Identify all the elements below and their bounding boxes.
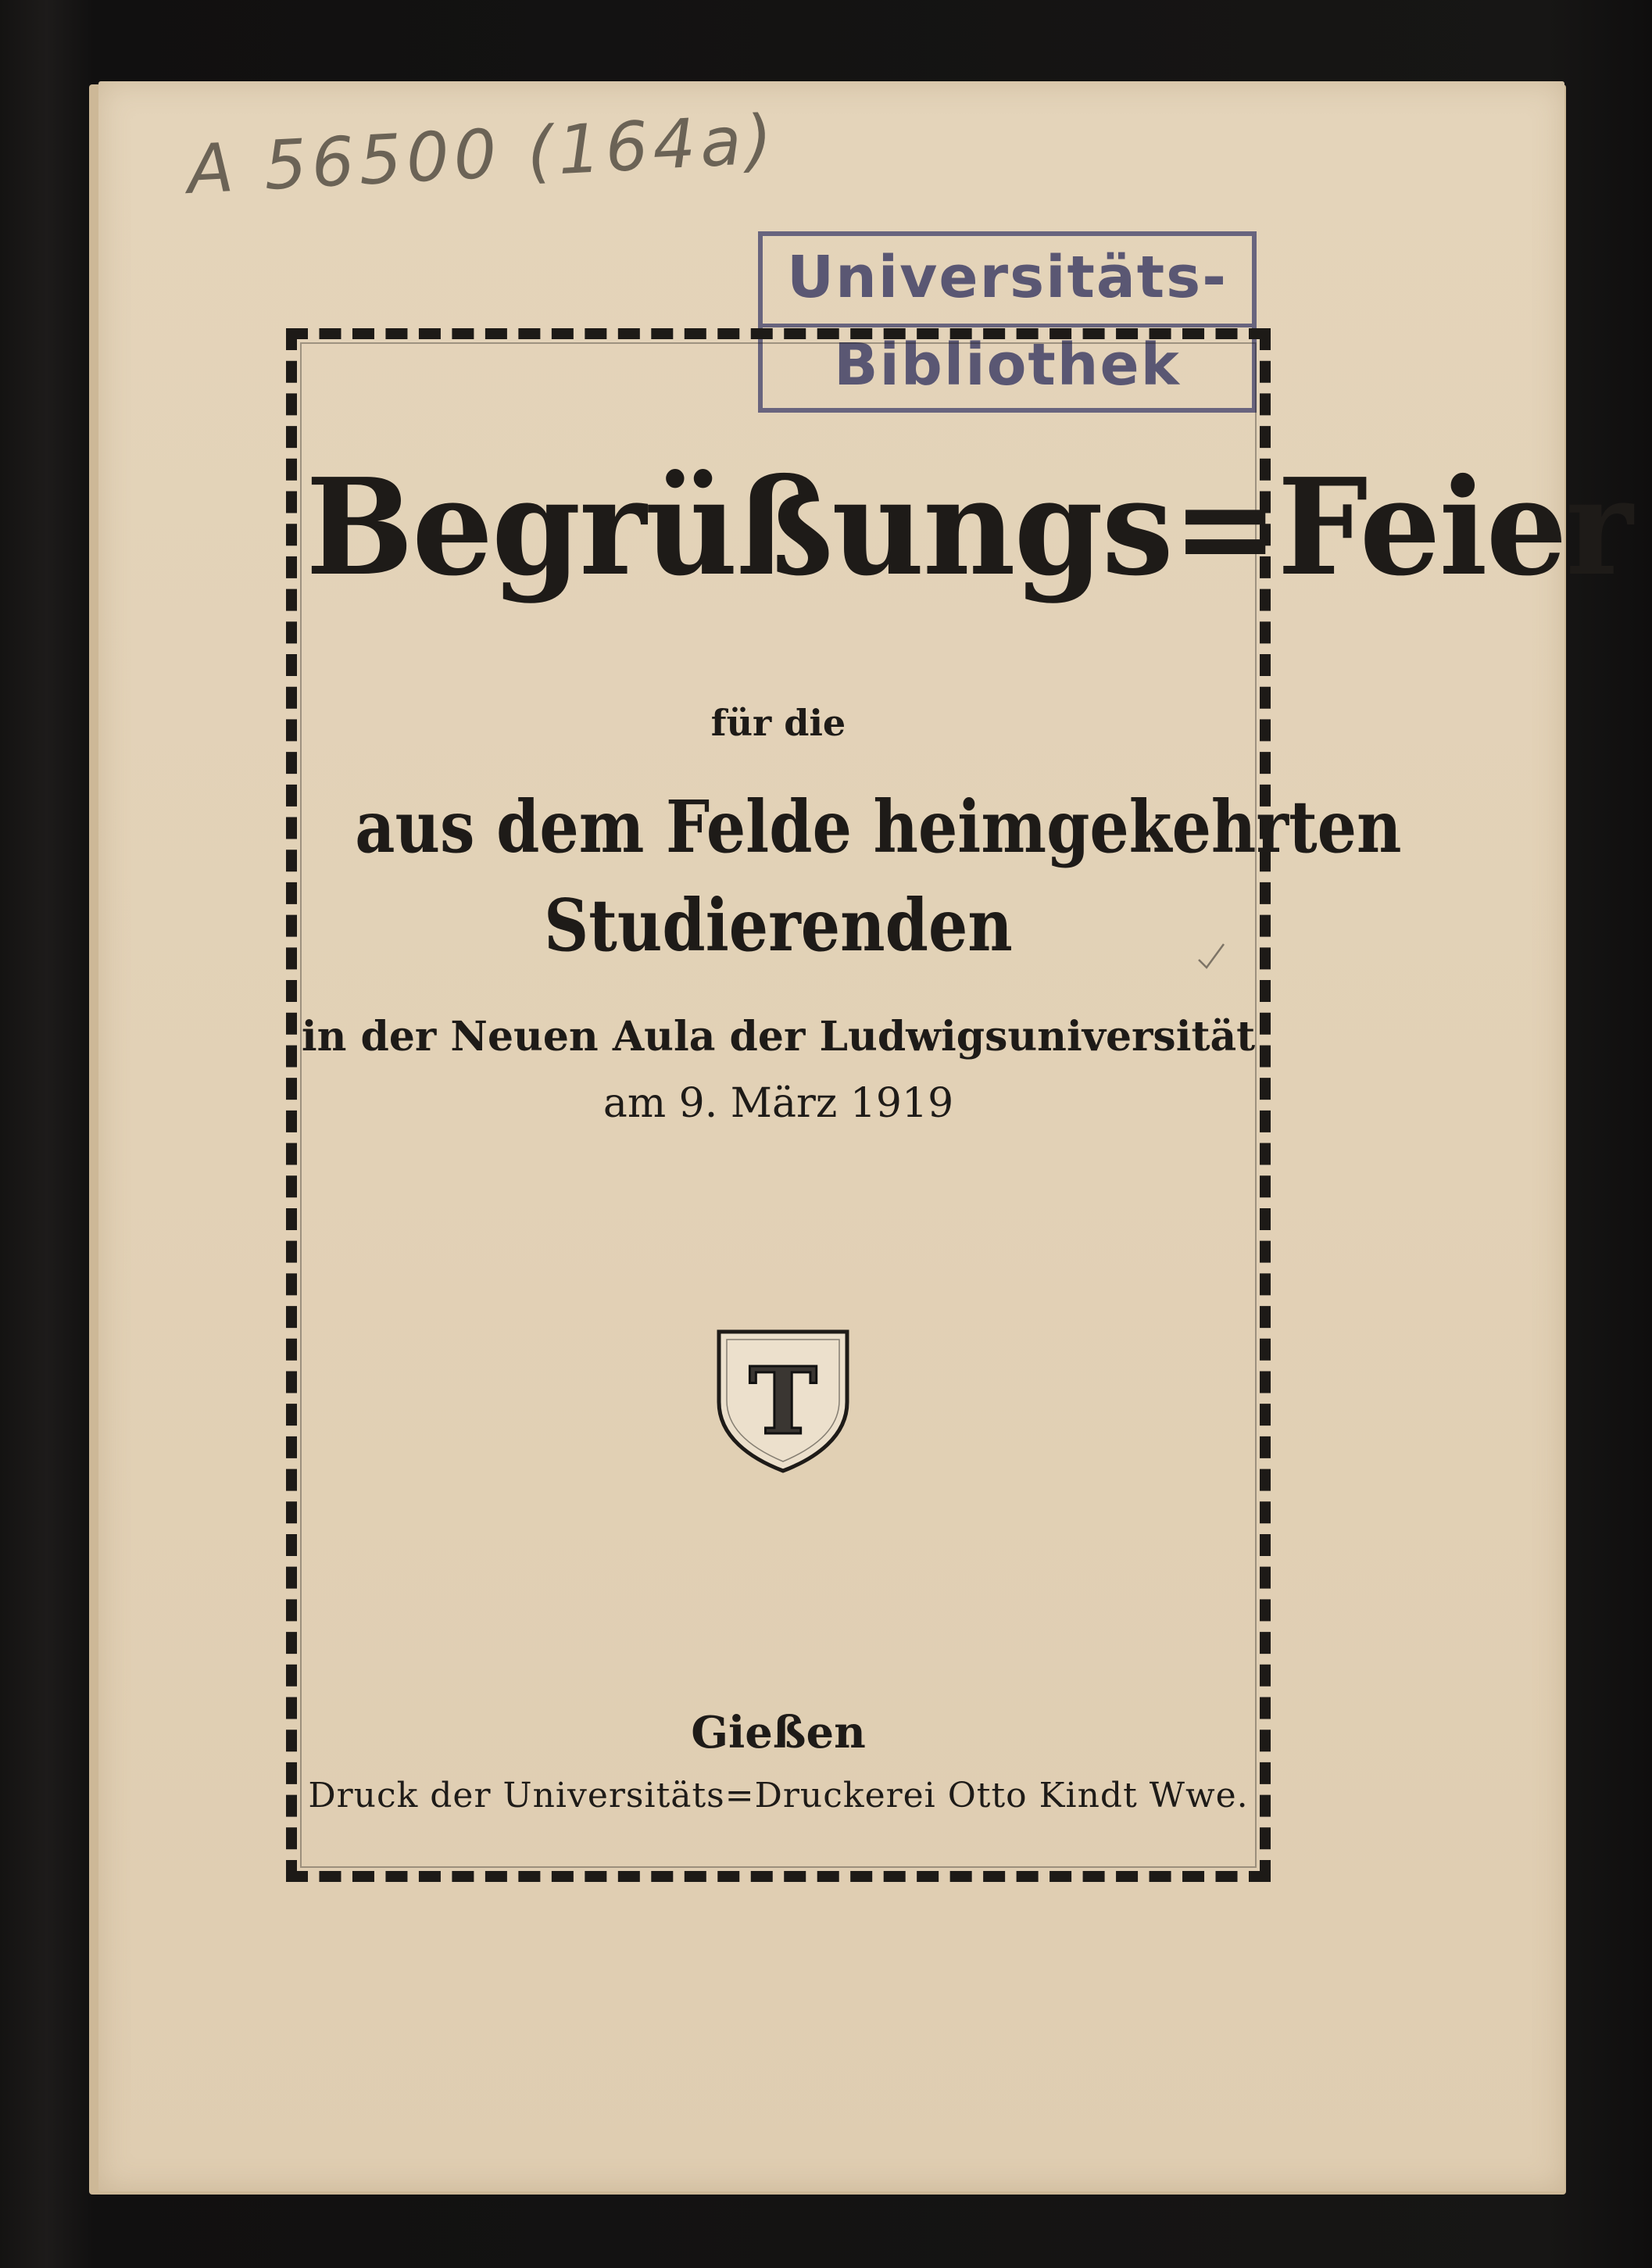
date-line: am 9. März 1919 [603, 1080, 954, 1127]
cover-title: Begrüßungs=Feier [306, 449, 1632, 606]
stamp-line-2: Bibliothek [834, 331, 1181, 399]
pencil-catalog-number: A 56500 (164a) [185, 100, 779, 209]
cover-content [286, 328, 1632, 1882]
subtitle-fuer-die: für die [710, 702, 846, 744]
stamp-divider [763, 324, 1252, 327]
subtitle-heimgekehrten: aus dem Felde heimgekehrten [355, 785, 1402, 869]
crest-letter: T [749, 1347, 817, 1455]
crest-shield-icon [714, 1327, 852, 1476]
venue-line: in der Neuen Aula der Ludwigsuniversität [301, 1013, 1256, 1061]
subtitle-studierenden: Studierenden [544, 883, 1013, 968]
stamp-line-1: Universitäts- [787, 244, 1228, 311]
printer-imprint: Druck der Universitäts=Druckerei Otto Kindt Wwe. [308, 1776, 1249, 1815]
place-of-print: Gießen [691, 1707, 866, 1758]
pencil-check-mark-icon [1196, 941, 1227, 972]
